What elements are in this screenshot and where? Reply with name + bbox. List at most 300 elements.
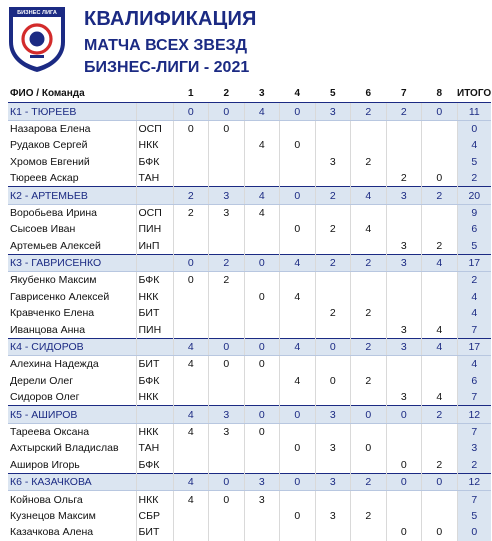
total-cell: 4 (457, 356, 491, 373)
round-8-cell: 4 (422, 389, 458, 406)
company-cell: ОСП (136, 120, 173, 137)
round-6-cell (351, 491, 387, 508)
round-6-cell: 6 (365, 88, 372, 100)
round-8-cell: 0 (422, 473, 458, 490)
name-cell: Койнова Ольга (10, 493, 83, 506)
round-1-cell (173, 221, 209, 237)
round-6-cell (351, 389, 387, 406)
total-cell: 12 (457, 473, 491, 490)
round-8-cell: 0 (422, 170, 458, 187)
total-cell: 0 (457, 120, 491, 137)
round-3-cell: 0 (244, 254, 280, 271)
total-cell: 9 (457, 204, 491, 221)
company-cell: БФК (136, 272, 173, 289)
round-6-cell: 0 (351, 406, 387, 423)
round-4-cell (280, 524, 316, 540)
round-1-cell (173, 457, 209, 474)
name-cell: Алехина Надежда (10, 358, 99, 371)
company-cell: БФК (136, 154, 173, 170)
round-7-cell (386, 272, 422, 289)
round-8-cell (422, 373, 458, 389)
round-2-cell: 0 (209, 356, 245, 373)
round-8-cell: 2 (422, 457, 458, 474)
round-4-cell: 4 (280, 338, 316, 355)
round-4-cell (280, 272, 316, 289)
round-3-cell: 3 (258, 88, 265, 100)
total-cell: ИТОГО (457, 88, 492, 100)
round-7-cell (386, 120, 422, 137)
round-3-cell (244, 508, 280, 524)
page-title: КВАЛИФИКАЦИЯ (84, 8, 257, 30)
round-4-cell: 0 (280, 103, 316, 120)
round-5-cell: 2 (315, 187, 351, 204)
name-cell: Сысоев Иван (10, 223, 76, 236)
round-7-cell (386, 423, 422, 440)
total-cell: 7 (457, 423, 491, 440)
total-cell: 2 (457, 272, 491, 289)
round-1-cell: 0 (173, 254, 209, 271)
player-row (8, 238, 491, 255)
round-5-cell (315, 524, 351, 540)
round-1-cell: 1 (187, 88, 194, 100)
round-6-cell: 2 (351, 373, 387, 389)
name-cell: Кравченко Елена (10, 307, 95, 320)
round-1-cell: 4 (173, 356, 209, 373)
shield-logo-icon (6, 4, 68, 74)
company-cell: ИнП (136, 238, 173, 255)
round-8-cell: 2 (422, 238, 458, 255)
round-5-cell: 3 (315, 406, 351, 423)
round-1-cell: 2 (173, 204, 209, 221)
round-5-cell (315, 238, 351, 255)
round-3-cell: 4 (244, 103, 280, 120)
round-1-cell (173, 170, 209, 187)
round-6-cell (351, 321, 387, 338)
round-1-cell: 0 (173, 120, 209, 137)
company-cell: БИТ (136, 356, 173, 373)
round-8-cell (422, 204, 458, 221)
round-4-cell: 0 (280, 187, 316, 204)
company-cell: НКК (136, 491, 173, 508)
round-3-cell: 0 (244, 356, 280, 373)
name-cell: Назарова Елена (10, 122, 91, 135)
round-2-cell (209, 137, 245, 153)
round-5-cell: 3 (315, 440, 351, 456)
name-cell: Иванцова Анна (10, 323, 86, 336)
round-2-cell: 0 (209, 103, 245, 120)
name-cell: Артемьев Алексей (10, 239, 101, 252)
round-5-cell (315, 272, 351, 289)
round-1-cell: 4 (173, 338, 209, 355)
name-cell: Казачкова Алена (10, 526, 94, 539)
round-2-cell: 3 (209, 423, 245, 440)
round-1-cell (173, 321, 209, 338)
round-5-cell (315, 170, 351, 187)
logo-text: БИЗНЕС ЛИГА (17, 10, 57, 16)
round-5-cell (315, 289, 351, 305)
round-7-cell: 0 (386, 473, 422, 490)
name-cell: Хромов Евгений (10, 155, 90, 168)
round-2-cell (209, 440, 245, 456)
round-8-cell: 2 (422, 187, 458, 204)
round-2-cell (209, 154, 245, 170)
company-cell (136, 103, 173, 120)
round-7-cell: 7 (400, 88, 407, 100)
round-4-cell: 4 (280, 373, 316, 389)
round-3-cell: 0 (244, 406, 280, 423)
round-1-cell: 0 (173, 103, 209, 120)
round-7-cell (386, 440, 422, 456)
round-2-cell (209, 305, 245, 321)
round-4-cell (280, 204, 316, 221)
round-8-cell (422, 154, 458, 170)
total-cell: 11 (457, 103, 491, 120)
total-cell: 4 (457, 289, 491, 305)
round-8-cell: 2 (422, 406, 458, 423)
round-8-cell (422, 289, 458, 305)
team-row (8, 187, 491, 204)
round-7-cell: 3 (386, 187, 422, 204)
round-6-cell: 2 (351, 154, 387, 170)
total-cell: 5 (457, 508, 491, 524)
round-5-cell (315, 204, 351, 221)
round-1-cell: 4 (173, 406, 209, 423)
round-1-cell: 4 (173, 473, 209, 490)
company-cell: СБР (136, 508, 173, 524)
round-2-cell (209, 508, 245, 524)
company-cell: ТАН (136, 440, 173, 456)
round-3-cell: 4 (244, 187, 280, 204)
round-6-cell (351, 289, 387, 305)
round-5-cell: 0 (315, 373, 351, 389)
company-cell: НКК (136, 137, 173, 153)
player-row (8, 321, 491, 338)
name-cell: Сидоров Олег (10, 391, 80, 404)
player-row (8, 508, 491, 524)
round-2-cell: 0 (209, 473, 245, 490)
round-7-cell (386, 137, 422, 153)
team-row (8, 473, 491, 490)
player-row (8, 137, 491, 153)
company-cell: БИТ (136, 524, 173, 540)
player-row (8, 440, 491, 456)
total-cell: 17 (457, 254, 491, 271)
total-cell: 5 (457, 154, 491, 170)
round-8-cell (422, 491, 458, 508)
player-row (8, 491, 491, 508)
round-3-cell (244, 305, 280, 321)
league-logo (6, 4, 68, 74)
name-cell: К5 - АШИРОВ (8, 406, 136, 423)
player-row (8, 170, 491, 187)
round-8-cell: 4 (422, 321, 458, 338)
round-7-cell (386, 373, 422, 389)
name-cell: ФИО / Команда (10, 88, 85, 100)
round-4-cell (280, 238, 316, 255)
round-1-cell (173, 373, 209, 389)
round-8-cell (422, 221, 458, 237)
round-7-cell: 0 (386, 524, 422, 540)
round-4-cell (280, 423, 316, 440)
round-1-cell: 0 (173, 272, 209, 289)
round-1-cell: 2 (173, 187, 209, 204)
round-1-cell: 4 (173, 423, 209, 440)
round-3-cell: 0 (244, 289, 280, 305)
round-5-cell: 5 (329, 88, 336, 100)
company-cell: ПИН (136, 221, 173, 237)
round-7-cell: 0 (386, 406, 422, 423)
round-1-cell (173, 238, 209, 255)
round-6-cell (351, 457, 387, 474)
company-cell: НКК (136, 289, 173, 305)
round-6-cell (351, 137, 387, 153)
round-4-cell (280, 457, 316, 474)
round-6-cell: 2 (351, 473, 387, 490)
round-8-cell (422, 440, 458, 456)
round-2-cell (209, 289, 245, 305)
name-cell: Тареева Оксана (10, 426, 90, 438)
round-7-cell: 3 (386, 254, 422, 271)
round-2-cell: 3 (209, 406, 245, 423)
round-2-cell: 3 (209, 187, 245, 204)
team-row (8, 338, 491, 355)
round-4-cell (280, 154, 316, 170)
round-3-cell (244, 524, 280, 540)
round-5-cell: 2 (315, 221, 351, 237)
company-cell: НКК (136, 389, 173, 406)
round-3-cell: 0 (244, 423, 280, 440)
name-cell: К1 - ТЮРЕЕВ (8, 103, 136, 120)
round-5-cell (315, 457, 351, 474)
round-6-cell (351, 356, 387, 373)
player-row (8, 272, 491, 289)
company-cell: ПИН (136, 321, 173, 338)
round-6-cell (351, 170, 387, 187)
round-4-cell: 0 (280, 221, 316, 237)
player-row (8, 356, 491, 373)
round-6-cell (351, 120, 387, 137)
round-6-cell: 4 (351, 187, 387, 204)
round-7-cell: 0 (386, 457, 422, 474)
company-cell (136, 254, 173, 271)
round-3-cell: 3 (244, 473, 280, 490)
round-8-cell: 0 (422, 103, 458, 120)
total-cell: 6 (457, 373, 491, 389)
round-4-cell: 0 (280, 440, 316, 456)
round-3-cell (244, 373, 280, 389)
player-row (8, 373, 491, 389)
round-8-cell: 8 (436, 88, 443, 100)
round-2-cell: 0 (209, 120, 245, 137)
name-cell: Якубенко Максим (10, 274, 97, 287)
name-cell: К6 - КАЗАЧКОВА (8, 473, 136, 490)
name-cell: Рудаков Сергей (10, 139, 88, 152)
round-6-cell: 0 (351, 440, 387, 456)
round-5-cell (315, 137, 351, 153)
round-7-cell (386, 491, 422, 508)
round-6-cell (351, 524, 387, 540)
round-3-cell (244, 170, 280, 187)
round-3-cell (244, 457, 280, 474)
round-7-cell: 3 (386, 321, 422, 338)
total-cell: 7 (457, 321, 491, 338)
round-6-cell: 2 (351, 305, 387, 321)
round-7-cell: 3 (386, 238, 422, 255)
total-cell: 2 (457, 170, 491, 187)
name-cell: Воробьева Ирина (10, 206, 97, 219)
total-cell: 20 (457, 187, 491, 204)
round-4-cell: 0 (280, 137, 316, 153)
round-2-cell (209, 524, 245, 540)
round-7-cell (386, 356, 422, 373)
round-6-cell: 4 (351, 221, 387, 237)
total-cell: 17 (457, 338, 491, 355)
total-cell: 7 (457, 389, 491, 406)
round-7-cell (386, 289, 422, 305)
round-2-cell (209, 221, 245, 237)
round-2-cell: 0 (209, 491, 245, 508)
round-2-cell (209, 238, 245, 255)
round-4-cell: 4 (280, 254, 316, 271)
total-cell: 4 (457, 137, 491, 153)
name-cell: Дерели Олег (10, 374, 74, 387)
round-1-cell (173, 154, 209, 170)
round-3-cell: 3 (244, 491, 280, 508)
round-6-cell: 2 (351, 254, 387, 271)
round-6-cell: 2 (351, 338, 387, 355)
round-3-cell: 4 (244, 204, 280, 221)
qualification-table (8, 86, 491, 541)
round-3-cell: 0 (244, 338, 280, 355)
name-cell: Аширов Игорь (10, 458, 80, 471)
round-3-cell (244, 321, 280, 338)
round-3-cell (244, 221, 280, 237)
round-2-cell (209, 457, 245, 474)
round-6-cell (351, 423, 387, 440)
round-6-cell (351, 204, 387, 221)
round-4-cell: 0 (280, 508, 316, 524)
round-5-cell: 2 (315, 254, 351, 271)
total-cell: 5 (457, 238, 491, 255)
round-8-cell (422, 356, 458, 373)
round-8-cell (422, 508, 458, 524)
round-1-cell (173, 508, 209, 524)
company-cell (136, 86, 173, 103)
round-2-cell: 2 (223, 88, 230, 100)
player-row (8, 120, 491, 137)
total-cell: 3 (457, 440, 491, 456)
round-7-cell: 2 (386, 170, 422, 187)
round-7-cell: 2 (386, 103, 422, 120)
round-8-cell (422, 272, 458, 289)
round-8-cell: 4 (422, 254, 458, 271)
name-cell: К3 - ГАВРИСЕНКО (8, 254, 136, 271)
round-3-cell (244, 389, 280, 406)
total-cell: 7 (457, 491, 491, 508)
round-7-cell: 3 (386, 338, 422, 355)
round-6-cell: 2 (351, 103, 387, 120)
round-6-cell (351, 238, 387, 255)
round-6-cell: 2 (351, 508, 387, 524)
round-5-cell (315, 491, 351, 508)
name-cell: Гаврисенко Алексей (10, 290, 110, 303)
round-2-cell (209, 389, 245, 406)
round-4-cell (280, 321, 316, 338)
player-row (8, 305, 491, 321)
company-cell (136, 187, 173, 204)
company-cell (136, 473, 173, 490)
round-4-cell: 0 (280, 473, 316, 490)
round-8-cell: 4 (422, 338, 458, 355)
round-2-cell: 2 (209, 254, 245, 271)
round-2-cell (209, 170, 245, 187)
round-8-cell (422, 423, 458, 440)
player-row (8, 457, 491, 474)
round-2-cell (209, 373, 245, 389)
round-3-cell (244, 154, 280, 170)
round-4-cell (280, 389, 316, 406)
player-row (8, 204, 491, 221)
company-cell: БФК (136, 457, 173, 474)
round-8-cell: 0 (422, 524, 458, 540)
round-1-cell (173, 440, 209, 456)
player-row (8, 389, 491, 406)
round-8-cell (422, 305, 458, 321)
name-cell: Тюреев Аскар (10, 172, 79, 185)
total-cell: 2 (457, 457, 491, 474)
name-cell: Кузнецов Максим (10, 509, 96, 522)
total-cell: 4 (457, 305, 491, 321)
company-cell (136, 406, 173, 423)
round-1-cell (173, 389, 209, 406)
total-cell: 0 (457, 524, 491, 540)
round-5-cell (315, 389, 351, 406)
round-3-cell (244, 440, 280, 456)
round-5-cell: 3 (315, 508, 351, 524)
company-cell (136, 338, 173, 355)
round-7-cell (386, 204, 422, 221)
round-1-cell (173, 305, 209, 321)
round-4-cell (280, 170, 316, 187)
team-row (8, 254, 491, 271)
total-cell: 12 (457, 406, 491, 423)
round-4-cell (280, 120, 316, 137)
round-5-cell: 3 (315, 473, 351, 490)
company-cell: НКК (136, 423, 173, 440)
name-cell: К4 - СИДОРОВ (8, 338, 136, 355)
round-4-cell: 4 (280, 289, 316, 305)
round-5-cell: 3 (315, 103, 351, 120)
round-4-cell (280, 491, 316, 508)
round-2-cell: 2 (209, 272, 245, 289)
round-1-cell (173, 289, 209, 305)
header-row (8, 86, 491, 103)
round-4-cell (280, 356, 316, 373)
team-row (8, 406, 491, 423)
round-5-cell: 0 (315, 338, 351, 355)
team-row (8, 103, 491, 120)
name-cell: К2 - АРТЕМЬЕВ (8, 187, 136, 204)
round-4-cell (280, 305, 316, 321)
round-7-cell (386, 221, 422, 237)
round-3-cell (244, 120, 280, 137)
round-5-cell (315, 321, 351, 338)
round-5-cell (315, 423, 351, 440)
round-5-cell: 3 (315, 154, 351, 170)
page-subtitle-1: МАТЧА ВСЕХ ЗВЕЗД (84, 37, 248, 54)
round-3-cell: 4 (244, 137, 280, 153)
company-cell: БИТ (136, 305, 173, 321)
